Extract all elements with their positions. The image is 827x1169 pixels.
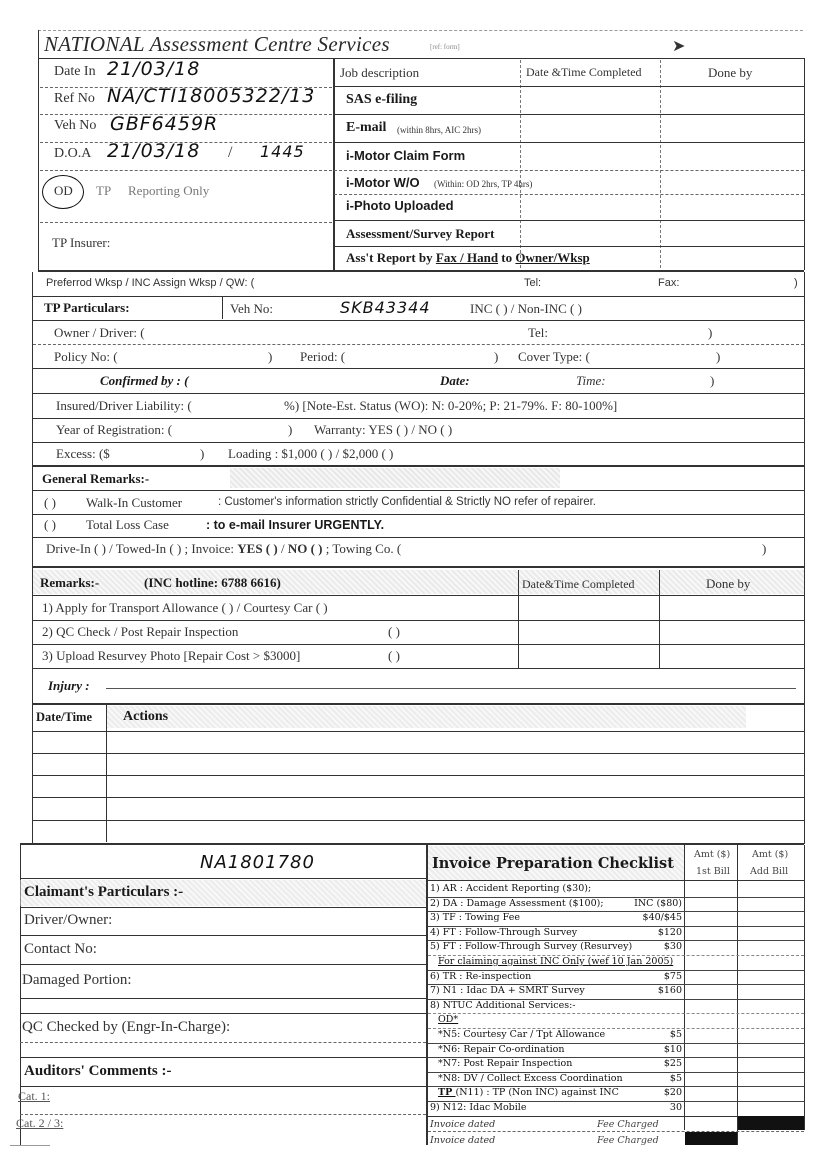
- amt-first-bill-cell[interactable]: [685, 926, 737, 941]
- top-rule: [38, 30, 803, 31]
- right-border-mid: [804, 272, 805, 844]
- redacted-amount: [738, 1116, 804, 1130]
- invoice-item-price: $30: [663, 941, 682, 953]
- rule: [40, 222, 332, 223]
- invoice-item-label: [438, 1087, 619, 1098]
- walk-in-checkbox[interactable]: ( ): [44, 495, 56, 510]
- invoice-item-row: [428, 897, 804, 912]
- invoice-item-label: For claiming against INC Only (wef 10 Jan 2005): [438, 956, 674, 967]
- job-imotor-claim-form: i-Motor Claim Form: [346, 148, 466, 163]
- confirmed-time[interactable]: Time:: [576, 373, 606, 388]
- amt-first-bill-header-a: Amt ($): [694, 849, 731, 860]
- invoice-no-option[interactable]: NO ( ): [287, 541, 323, 556]
- rule: [33, 537, 804, 538]
- amt-add-bill-cell[interactable]: [738, 1043, 804, 1058]
- invoice-item-row: [428, 970, 804, 985]
- rule: [20, 1042, 426, 1043]
- amt-add-bill-header-b: Add Bill: [750, 866, 789, 877]
- drive-towed-option[interactable]: Drive-In ( ) / Towed-In ( ) ; Invoice:: [46, 541, 238, 556]
- rule: [33, 595, 804, 596]
- amt-add-bill-cell[interactable]: [738, 1013, 804, 1028]
- invoice-item-label: 5) FT : Follow-Through Survey (Resurvey): [430, 941, 633, 953]
- amt-add-bill-cell[interactable]: [738, 1086, 804, 1101]
- invoice-item-row: [428, 1101, 804, 1116]
- rule: [334, 194, 804, 195]
- col-divider: [518, 570, 519, 668]
- invoice-item-price: $25: [663, 1058, 682, 1070]
- rule: [33, 514, 804, 515]
- date-completed-col-header: Date &Time Completed: [526, 65, 642, 79]
- amt-add-bill-cell[interactable]: [738, 940, 804, 955]
- paren-close: ): [288, 422, 293, 437]
- rule: [20, 1086, 426, 1087]
- invoice-item-row: [428, 882, 804, 897]
- reporting-only-option[interactable]: Reporting Only: [128, 183, 210, 198]
- job-imotor-wo-note: (Within: OD 2hrs, TP 4hrs): [434, 179, 533, 189]
- job-imotor-wo: i-Motor W/O: [346, 175, 420, 190]
- amt-add-bill-cell[interactable]: [738, 1072, 804, 1087]
- rule: [20, 1114, 426, 1115]
- cat-1-field[interactable]: Cat. 1:: [18, 1089, 50, 1103]
- slash-mark: /: [228, 144, 233, 161]
- actions-col: Actions: [123, 709, 169, 724]
- excess-field[interactable]: Excess: ($: [56, 446, 110, 461]
- invoice-item-price: $75: [663, 970, 682, 982]
- shaded-area: [230, 468, 560, 488]
- general-remarks-title: General Remarks:-: [42, 471, 150, 486]
- amt-first-bill-cell[interactable]: [685, 984, 737, 999]
- confirmed-date[interactable]: Date:: [440, 373, 470, 388]
- rule: [334, 86, 804, 87]
- total-loss-label: Total Loss Case: [86, 517, 169, 532]
- left-border: [38, 30, 39, 270]
- fax-hand-option[interactable]: Fax / Hand: [435, 250, 499, 265]
- invoice-dated-1[interactable]: Invoice dated: [430, 1119, 496, 1130]
- driver-owner-field[interactable]: Driver/Owner:: [24, 912, 113, 928]
- job-report-delivery: [346, 250, 590, 266]
- mid-divider: [333, 58, 335, 270]
- actions-row[interactable]: [33, 797, 804, 798]
- invoice-item-price: $160: [657, 985, 682, 997]
- fee-charged-2[interactable]: Fee Charged: [597, 1135, 659, 1146]
- rule: [33, 344, 804, 345]
- amt-add-bill-cell[interactable]: [738, 984, 804, 999]
- ref-no-value[interactable]: NA/CTI18005322/13: [107, 85, 316, 107]
- amt-first-bill-cell[interactable]: [685, 1086, 737, 1101]
- paren-close: ): [716, 349, 721, 364]
- walk-in-text: : Customer's information strictly Confidential & Strictly NO refer of repairer.: [218, 496, 596, 508]
- done-by-col-header: Done by: [708, 65, 753, 80]
- job-email-note: (within 8hrs, AIC 2hrs): [397, 125, 481, 135]
- rule: [33, 490, 804, 491]
- rule: [20, 935, 426, 936]
- amt-first-bill-cell[interactable]: [685, 955, 737, 970]
- col-divider: [222, 297, 223, 319]
- amt-first-bill-cell[interactable]: [685, 911, 737, 926]
- paren-close: ): [494, 349, 499, 364]
- invoice-item-row: [428, 1057, 804, 1072]
- amt-add-bill-cell[interactable]: [738, 882, 804, 897]
- invoice-item-price: INC ($80): [634, 897, 682, 909]
- remarks-date-col: Date&Time Completed: [522, 577, 635, 591]
- redacted-amount: [685, 1132, 737, 1145]
- workshop-label: Preferrod Wksp / INC Assign Wksp / QW: (: [46, 277, 255, 289]
- year-registration[interactable]: Year of Registration: (: [56, 422, 173, 437]
- actions-row[interactable]: [33, 753, 804, 754]
- rule: [33, 320, 804, 321]
- remarks-done-col: Done by: [706, 576, 751, 591]
- total-loss-text: : to e-mail Insurer URGENTLY.: [206, 518, 385, 532]
- paren-close: ): [708, 325, 713, 340]
- invoice-item-row: [428, 1072, 804, 1087]
- workshop-close: ): [794, 277, 798, 289]
- invoice-item-label: *N5: Courtesy Car / Tpt Allowance: [438, 1029, 606, 1040]
- job-sas-efiling: SAS e-filing: [346, 92, 418, 107]
- col-divider: [520, 60, 521, 268]
- doa-time-value[interactable]: 1445: [260, 142, 305, 161]
- remark-item-1[interactable]: 1) Apply for Transport Allowance ( ) / Courtesy Car ( ): [42, 600, 328, 615]
- invoice-item-price: $120: [657, 926, 682, 938]
- rule: [334, 220, 804, 221]
- rule: [33, 703, 804, 705]
- remark-item-2: 2) QC Check / Post Repair Inspection: [42, 624, 239, 639]
- doa-label: D.O.A: [54, 146, 92, 161]
- invoice-dated-2[interactable]: Invoice dated: [430, 1135, 496, 1146]
- rule: [33, 620, 804, 621]
- invoice-item-label: OD*: [438, 1014, 459, 1026]
- invoice-item-price: $10: [663, 1043, 682, 1055]
- invoice-item-label: 2) DA : Damage Assessment ($100);: [430, 897, 604, 909]
- towing-co-field[interactable]: ; Towing Co. (: [322, 541, 402, 556]
- walk-in-label: Walk-In Customer: [86, 495, 183, 510]
- invoice-item-label: *N8: DV / Collect Excess Coordination: [438, 1072, 623, 1084]
- paren-close: ): [268, 349, 273, 364]
- job-assessment-report: Assessment/Survey Report: [346, 226, 495, 241]
- invoice-item-label: 9) N12: Idac Mobile: [430, 1102, 527, 1113]
- invoice-item-row: [428, 1028, 804, 1043]
- tp-owner-tel[interactable]: Tel:: [528, 325, 549, 340]
- claim-ref-handwritten[interactable]: NA1801780: [200, 852, 315, 873]
- ref-no-label: Ref No: [54, 91, 95, 106]
- invoice-item-label: *N7: Post Repair Inspection: [438, 1058, 573, 1070]
- paren-close: ): [200, 446, 205, 461]
- loading-option[interactable]: Loading : $1,000 ( ) / $2,000 ( ): [228, 446, 394, 461]
- invoice-item-label: 8) NTUC Additional Services:-: [430, 999, 576, 1011]
- tp-cover-type[interactable]: Cover Type: (: [518, 349, 590, 364]
- rule: [428, 880, 804, 881]
- amt-add-bill-cell[interactable]: [738, 926, 804, 941]
- remark-item-3-checkbox[interactable]: ( ): [388, 648, 400, 663]
- amt-first-bill-cell[interactable]: [685, 1013, 737, 1028]
- invoice-item-price: $40/$45: [642, 912, 682, 924]
- paren-close: ): [710, 373, 715, 388]
- invoice-item-row: [428, 926, 804, 941]
- rule: [334, 114, 804, 115]
- amt-first-bill-cell[interactable]: [685, 999, 737, 1014]
- slash: /: [277, 541, 288, 556]
- col-divider: [660, 60, 661, 268]
- confirmed-by[interactable]: Confirmed by : (: [100, 373, 189, 388]
- remarks-title: Remarks:-: [40, 575, 100, 590]
- qc-checked-field[interactable]: QC Checked by (Engr-In-Charge):: [22, 1019, 231, 1035]
- cat-2-3-field[interactable]: Cat. 2 / 3:: [16, 1116, 64, 1130]
- actions-row[interactable]: [33, 820, 804, 821]
- invoice-item-label: 3) TF : Towing Fee: [430, 912, 520, 924]
- rule: [334, 170, 804, 171]
- rule: [33, 731, 804, 732]
- tp-prefix: TP: [438, 1087, 456, 1099]
- invoice-item-label: *N6: Repair Co-ordination: [438, 1043, 565, 1055]
- amt-first-bill-cell[interactable]: [685, 1057, 737, 1072]
- workshop-tel-label: Tel:: [524, 277, 542, 289]
- rule: [20, 1013, 426, 1014]
- right-border: [804, 58, 805, 270]
- injury-line[interactable]: [106, 688, 796, 689]
- tp-option[interactable]: TP: [96, 183, 112, 198]
- amt-first-bill-cell[interactable]: [685, 897, 737, 912]
- rule: [33, 644, 804, 645]
- owner-wksp-option[interactable]: Owner/Wksp: [515, 250, 590, 265]
- tp-insurer-label: TP Insurer:: [52, 235, 111, 250]
- paren-close: ): [762, 541, 767, 556]
- rule: [334, 246, 804, 247]
- invoice-item-row: [428, 1013, 804, 1028]
- invoice-item-row: [428, 1043, 804, 1058]
- amt-add-bill-cell[interactable]: [738, 911, 804, 926]
- rule: [428, 1131, 804, 1132]
- date-in-label: Date In: [54, 64, 96, 79]
- veh-no-label: Veh No: [54, 118, 97, 133]
- invoice-item-row: [428, 955, 804, 970]
- od-option[interactable]: OD: [54, 183, 73, 198]
- insured-liability[interactable]: Insured/Driver Liability: (: [56, 398, 192, 413]
- auditors-comments-title: Auditors' Comments :-: [24, 1063, 172, 1079]
- invoice-item-price: $5: [669, 1029, 682, 1040]
- amt-first-bill-cell[interactable]: [685, 1028, 737, 1043]
- invoice-item-price: $20: [663, 1087, 682, 1099]
- actions-datetime-col: Date/Time: [36, 710, 93, 724]
- doa-value[interactable]: 21/03/18: [107, 140, 201, 162]
- fee-charged-1[interactable]: Fee Charged: [597, 1119, 659, 1130]
- amt-first-bill-cell[interactable]: [685, 1043, 737, 1058]
- invoice-yes-option[interactable]: YES ( ): [237, 541, 278, 556]
- rule: [20, 907, 426, 908]
- invoice-item-row: [428, 999, 804, 1014]
- remark-item-3: 3) Upload Resurvey Photo [Repair Cost > $3000]: [42, 648, 301, 663]
- amt-add-bill-cell[interactable]: [738, 1028, 804, 1043]
- amt-first-bill-cell[interactable]: [685, 970, 737, 985]
- contact-no-field[interactable]: Contact No:: [24, 941, 97, 957]
- job-email: E-mail: [346, 120, 387, 135]
- injury-label: Injury :: [48, 678, 90, 693]
- amt-first-bill-cell[interactable]: [685, 1101, 737, 1116]
- amt-add-bill-cell[interactable]: [738, 970, 804, 985]
- invoice-checklist-title: Invoice Preparation Checklist: [432, 855, 674, 872]
- invoice-item-row: [428, 984, 804, 999]
- amt-first-bill-cell[interactable]: [685, 882, 737, 897]
- amt-add-bill-cell[interactable]: [738, 1057, 804, 1072]
- form-title: NATIONAL Assessment Centre Services: [44, 32, 390, 56]
- invoice-item-label: 7) N1 : Idac DA + SMRT Survey: [430, 985, 585, 997]
- rule: [40, 170, 332, 171]
- damaged-portion-field[interactable]: Damaged Portion:: [22, 972, 132, 988]
- tp-veh-no-label: Veh No:: [230, 301, 273, 316]
- invoice-item-price: 30: [669, 1102, 682, 1113]
- rule: [33, 296, 804, 297]
- col-divider: [106, 704, 107, 842]
- rule: [33, 393, 804, 394]
- rule: [20, 964, 426, 965]
- amt-add-bill-cell[interactable]: [738, 955, 804, 970]
- amt-add-bill-cell[interactable]: [738, 999, 804, 1014]
- veh-no-value[interactable]: GBF6459R: [110, 113, 219, 135]
- report-mid: to: [498, 250, 516, 265]
- col-divider: [659, 570, 660, 668]
- tp-owner-driver[interactable]: Owner / Driver: (: [54, 325, 145, 340]
- form-code-note: [ref: form]: [430, 43, 460, 51]
- inc-hotline: (INC hotline: 6788 6616): [144, 575, 281, 590]
- label-text: (N11) : TP (Non INC) against INC: [455, 1087, 619, 1099]
- left-border-mid: [32, 272, 33, 844]
- rule: [33, 465, 804, 467]
- arrow-mark-icon: ➤: [672, 38, 686, 55]
- rule: [33, 566, 804, 568]
- tp-particulars-label: TP Particulars:: [44, 300, 130, 315]
- invoice-item-row: [428, 911, 804, 926]
- rule: [20, 843, 804, 845]
- total-loss-checkbox[interactable]: ( ): [44, 517, 56, 532]
- rule: [33, 368, 804, 369]
- amt-first-bill-cell[interactable]: [685, 940, 737, 955]
- rule: [20, 1057, 426, 1058]
- rule: [33, 668, 804, 669]
- rule: [38, 270, 804, 272]
- amt-first-bill-cell[interactable]: [685, 1072, 737, 1087]
- invoice-item-row: [428, 940, 804, 955]
- rule: [20, 998, 426, 999]
- rule: [33, 442, 804, 443]
- amt-add-bill-header-a: Amt ($): [752, 849, 789, 860]
- warranty-option[interactable]: Warranty: YES ( ) / NO ( ): [314, 422, 453, 437]
- shaded-header: [106, 706, 746, 728]
- tp-period[interactable]: Period: (: [300, 349, 346, 364]
- rule: [33, 418, 804, 419]
- drive-in-row: [46, 541, 401, 557]
- rule: [334, 142, 804, 143]
- invoice-item-label: 1) AR : Accident Reporting ($30);: [430, 883, 592, 894]
- liability-note: %) [Note-Est. Status (WO): N: 0-20%; P: 21-79%. F: 80-100%]: [284, 398, 618, 413]
- date-in-value[interactable]: 21/03/18: [107, 58, 201, 80]
- amt-first-bill-header-b: 1st Bill: [696, 866, 730, 877]
- report-prefix: Ass't Report by: [346, 250, 436, 265]
- rule: [10, 1145, 50, 1146]
- col-divider: [804, 845, 805, 1130]
- rule: [20, 878, 426, 879]
- job-col-header: Job description: [340, 65, 420, 80]
- workshop-fax-label: Fax:: [658, 277, 680, 289]
- invoice-item-label: 4) FT : Follow-Through Survey: [430, 926, 578, 938]
- invoice-item-row: [428, 1086, 804, 1101]
- job-iphoto-uploaded: i-Photo Uploaded: [346, 198, 454, 213]
- invoice-item-price: $5: [669, 1072, 682, 1084]
- actions-row[interactable]: [33, 775, 804, 776]
- tp-inc-option[interactable]: INC ( ) / Non-INC ( ): [470, 301, 582, 316]
- remark-item-2-checkbox[interactable]: ( ): [388, 624, 400, 639]
- claimant-title: Claimant's Particulars :-: [24, 884, 184, 900]
- tp-veh-no-value[interactable]: SKB43344: [340, 298, 431, 317]
- invoice-item-label: 6) TR : Re-inspection: [430, 970, 532, 982]
- amt-add-bill-cell[interactable]: [738, 1101, 804, 1116]
- amt-add-bill-cell[interactable]: [738, 897, 804, 912]
- tp-policy-no[interactable]: Policy No: (: [54, 349, 118, 364]
